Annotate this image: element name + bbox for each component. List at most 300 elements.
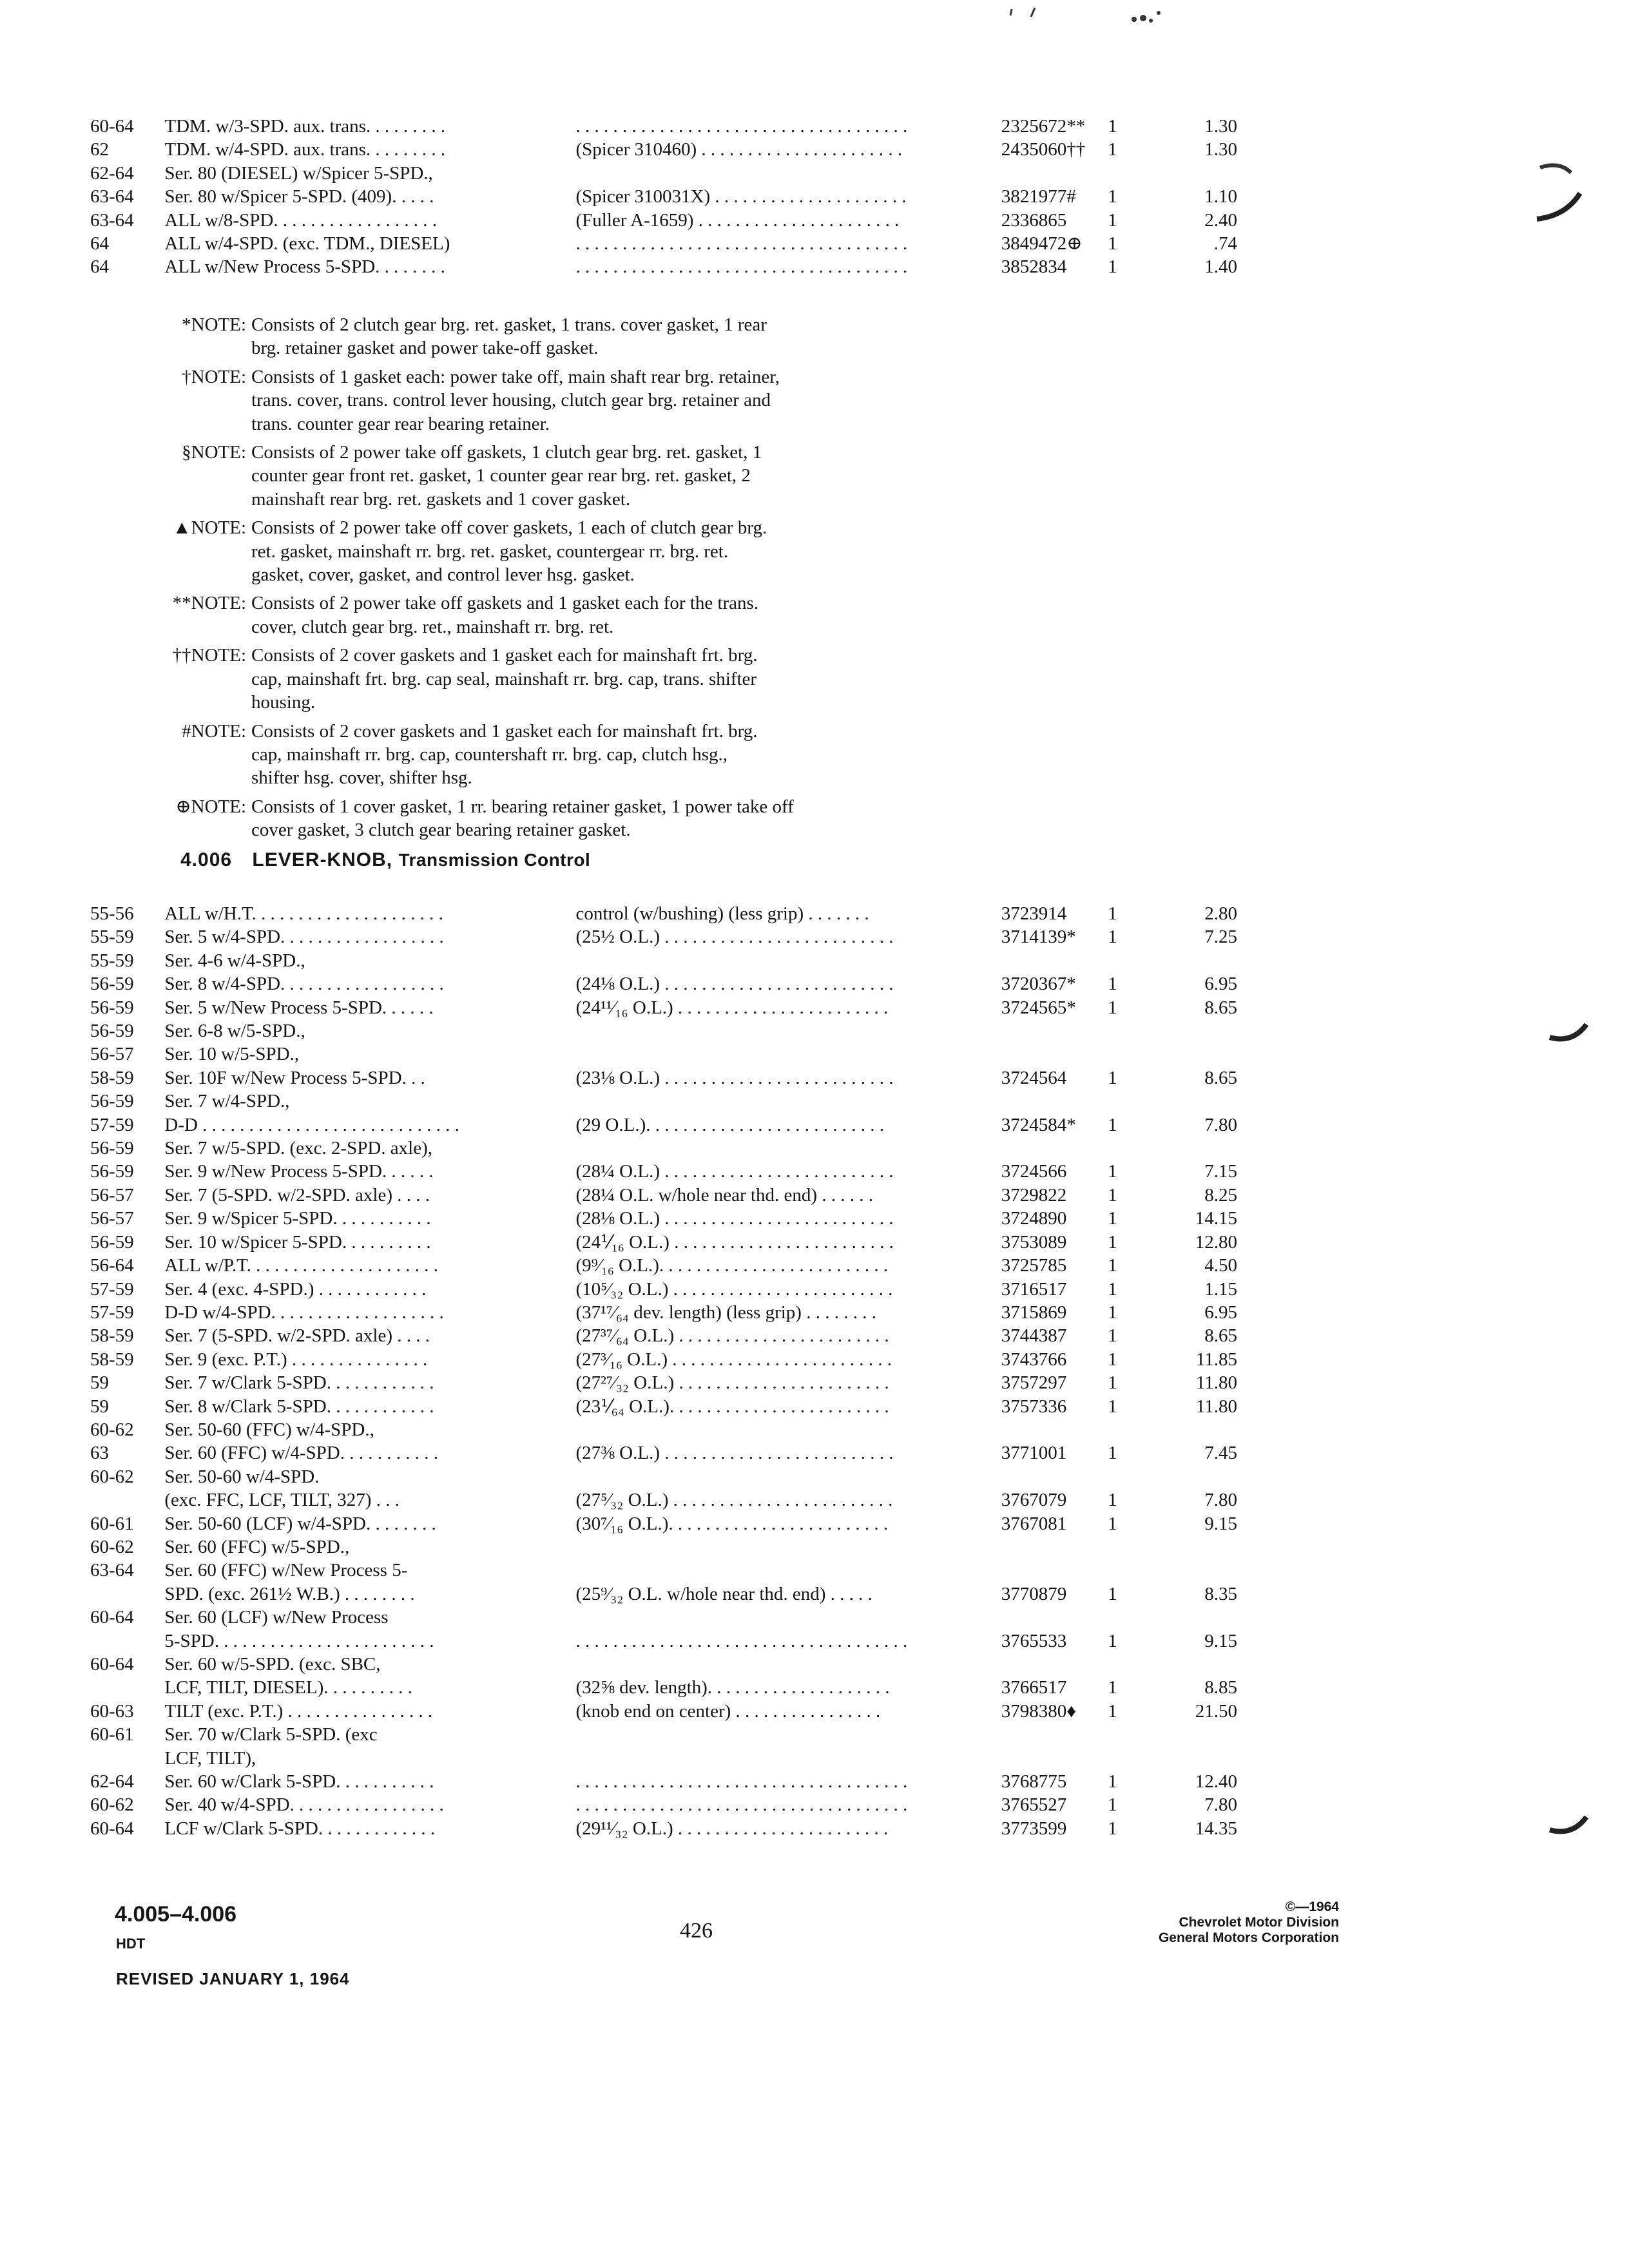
footnote (148, 591, 1050, 639)
part-number-cell: 3767081 (1001, 1513, 1067, 1534)
years-cell: 63-64 (90, 1560, 134, 1581)
table-row (90, 1465, 1237, 1488)
description-cell (576, 1465, 996, 1488)
table-row (90, 1254, 1237, 1277)
description-cell: (9⁹⁄₁₆ O.L.). . . . . . . . . . . . . . . . . . . . . . . . . (575, 1255, 889, 1276)
price-cell (1146, 1747, 1237, 1770)
part-number-cell (996, 1043, 1108, 1066)
quantity-cell: 1 (1108, 209, 1117, 231)
footnote (148, 795, 1050, 842)
quantity-cell: 1 (1108, 1161, 1117, 1182)
years-cell: 56-57 (90, 1184, 134, 1206)
part-number-cell: 3852834 (1001, 256, 1067, 278)
part-number-cell (996, 1418, 1108, 1441)
model-cell: ALL w/8-SPD. . . . . . . . . . . . . . . . . . (164, 209, 438, 231)
description-cell: (29¹¹⁄₃₂ O.L.) . . . . . . . . . . . . . . . . . . . . . . . (575, 1818, 889, 1839)
model-cell: Ser. 50-60 (LCF) w/4-SPD. . . . . . . . (164, 1513, 436, 1534)
part-number-cell: 3724565* (1001, 997, 1076, 1018)
description-cell: (27²⁷⁄₃₂ O.L.) . . . . . . . . . . . . . . . . . . . . . . . (575, 1372, 889, 1394)
price-cell: 1.10 (1204, 186, 1237, 207)
description-cell: (Spicer 310460) . . . . . . . . . . . . . . . . . . . . . . (575, 139, 903, 160)
lever-knob-table (90, 902, 1237, 1840)
part-number-cell: 3724890 (1001, 1208, 1067, 1229)
division-name: Chevrolet Motor Division (1179, 1915, 1339, 1930)
price-cell: 8.65 (1204, 1325, 1237, 1347)
years-cell: 60-62 (90, 1794, 134, 1816)
price-cell (1146, 1137, 1237, 1160)
footnote-text: Consists of 2 cover gaskets and 1 gasket each for mainshaft frt. brg. cap, mainshaft frt. brg. cap seal, mainshaft rr. brg. cap, trans. shifter housing. (251, 645, 758, 713)
price-cell: 12.80 (1195, 1231, 1237, 1253)
model-cell: Ser. 4-6 w/4-SPD., (164, 950, 305, 971)
quantity-cell (1108, 1535, 1146, 1559)
quantity-cell: 1 (1108, 927, 1117, 948)
table-row (90, 1582, 1237, 1606)
quantity-cell (1108, 1043, 1146, 1066)
description-cell: (24⅛ O.L.) . . . . . . . . . . . . . . . . . . . . . . . . . (575, 974, 894, 995)
description-cell (576, 1418, 996, 1441)
price-cell: 8.25 (1204, 1184, 1237, 1206)
footnote-label: #NOTE: (182, 720, 246, 742)
table-row (90, 1019, 1237, 1043)
table-row (90, 1606, 1237, 1629)
table-row (90, 1066, 1237, 1090)
part-number-cell: 3757297 (1001, 1372, 1067, 1394)
model-cell: Ser. 60 (FFC) w/5-SPD., (164, 1536, 350, 1557)
price-cell: 8.35 (1204, 1583, 1237, 1604)
years-cell: 63-64 (90, 186, 134, 207)
model-cell: ALL w/P.T. . . . . . . . . . . . . . . . . . . . . (164, 1255, 438, 1276)
description-cell: (29 O.L.). . . . . . . . . . . . . . . . . . . . . . . . . . (575, 1114, 884, 1135)
part-number-cell: 3768775 (1001, 1771, 1067, 1792)
description-cell (576, 1043, 996, 1066)
price-cell: 11.80 (1195, 1396, 1237, 1417)
table-row (90, 1324, 1237, 1347)
model-cell: Ser. 7 (5-SPD. w/2-SPD. axle) . . . . (164, 1325, 430, 1347)
footnote-text: Consists of 1 gasket each: power take off, main shaft rear brg. retainer, trans. cover, trans. control lever housing, clutch gear brg. retainer and trans. counter gear rear bearing retainer. (251, 366, 780, 434)
model-cell: Ser. 60 w/Clark 5-SPD. . . . . . . . . . . (164, 1771, 434, 1792)
part-number-cell: 3766517 (1001, 1677, 1067, 1698)
copyright: ©—1964 (1285, 1899, 1339, 1914)
description-cell (576, 1653, 996, 1676)
quantity-cell: 1 (1108, 116, 1117, 137)
footnote (148, 313, 1050, 360)
years-cell: 57-59 (90, 1302, 134, 1323)
description-cell: (32⅝ dev. length). . . . . . . . . . . . . . . . . . . . (575, 1677, 890, 1698)
price-cell: 7.25 (1204, 927, 1237, 948)
quantity-cell: 1 (1108, 1396, 1117, 1417)
table-row (90, 1723, 1237, 1746)
gasket-kit-table (90, 115, 1237, 279)
model-cell: Ser. 8 w/4-SPD. . . . . . . . . . . . . . . . . . (164, 974, 444, 995)
quantity-cell: 1 (1108, 1208, 1117, 1229)
price-cell: 9.15 (1204, 1513, 1237, 1534)
table-row (90, 1348, 1237, 1371)
price-cell: 6.95 (1204, 974, 1237, 995)
years-cell: 56-59 (90, 1138, 134, 1159)
quantity-cell: 1 (1108, 997, 1117, 1018)
section-title: LEVER-KNOB, (252, 849, 393, 870)
description-cell: (25½ O.L.) . . . . . . . . . . . . . . . . . . . . . . . . . (575, 927, 894, 948)
table-row (90, 1113, 1237, 1137)
section-heading (180, 849, 590, 871)
years-cell: 55-59 (90, 950, 134, 971)
price-cell: 1.30 (1204, 139, 1237, 160)
scan-artifact-mark (1005, 4, 1050, 23)
table-row (90, 1512, 1237, 1535)
part-number-cell: 3767079 (1001, 1490, 1067, 1511)
table-row (90, 1090, 1237, 1113)
table-row (90, 115, 1237, 138)
years-cell: 62-64 (90, 1771, 134, 1792)
price-cell (1146, 1043, 1237, 1066)
table-row (90, 1770, 1237, 1793)
years-cell: 64 (90, 256, 109, 278)
part-number-cell: 3744387 (1001, 1325, 1067, 1347)
price-cell: 1.40 (1204, 256, 1237, 278)
quantity-cell: 1 (1108, 186, 1117, 207)
years-cell: 62 (90, 139, 109, 160)
footnote-text: Consists of 2 clutch gear brg. ret. gasket, 1 trans. cover gasket, 1 rear brg. retainer gasket and power take-off gasket. (251, 314, 767, 359)
description-cell (576, 1535, 996, 1559)
price-cell: .74 (1213, 233, 1237, 255)
quantity-cell: 1 (1108, 233, 1117, 255)
model-cell: ALL w/H.T. . . . . . . . . . . . . . . . . . . . . (164, 903, 443, 924)
model-cell: Ser. 60 (FFC) w/4-SPD. . . . . . . . . . . (164, 1443, 438, 1464)
description-cell: (25⁹⁄₃₂ O.L. w/hole near thd. end) . . . . . (575, 1583, 872, 1604)
years-cell: 56-57 (90, 1044, 134, 1065)
part-number-cell (996, 1090, 1108, 1113)
quantity-cell: 1 (1108, 1700, 1117, 1722)
scan-artifact-mark (1547, 1018, 1592, 1050)
price-cell: 11.80 (1195, 1372, 1237, 1394)
description-cell (576, 162, 996, 185)
model-cell: 5-SPD. . . . . . . . . . . . . . . . . . . . . . . . (164, 1630, 434, 1651)
years-cell: 56-59 (90, 1021, 134, 1042)
model-cell: Ser. 60 w/5-SPD. (exc. SBC, (164, 1654, 381, 1675)
part-number-cell: 3714139* (1001, 927, 1076, 948)
model-cell: LCF w/Clark 5-SPD. . . . . . . . . . . . . (164, 1818, 436, 1839)
years-cell: 60-64 (90, 1818, 134, 1839)
quantity-cell: 1 (1108, 1255, 1117, 1276)
price-cell: 2.40 (1204, 209, 1237, 231)
years-cell: 58-59 (90, 1067, 134, 1088)
footnote-label: **NOTE: (172, 593, 246, 614)
years-cell: 63 (90, 1443, 109, 1464)
part-number-cell (996, 162, 1108, 185)
years-cell: 58-59 (90, 1349, 134, 1370)
quantity-cell (1108, 1606, 1146, 1629)
model-cell: Ser. 80 (DIESEL) w/Spicer 5-SPD., (164, 162, 433, 184)
years-cell: 60-64 (90, 1654, 134, 1675)
years-cell: 60-62 (90, 1419, 134, 1440)
model-cell: D-D . . . . . . . . . . . . . . . . . . . . . . . . . . . . (164, 1114, 459, 1135)
model-cell: Ser. 7 w/Clark 5-SPD. . . . . . . . . . . . (164, 1372, 434, 1394)
quantity-cell: 1 (1108, 1349, 1117, 1370)
quantity-cell: 1 (1108, 1067, 1117, 1088)
part-number-cell: 3765527 (1001, 1794, 1067, 1816)
description-cell: (30⁷⁄₁₆ O.L.). . . . . . . . . . . . . . . . . . . . . . . . (575, 1513, 889, 1534)
years-cell (90, 1747, 164, 1770)
part-number-cell: 3715869 (1001, 1302, 1067, 1323)
years-cell: 60-61 (90, 1724, 134, 1745)
table-row (90, 1371, 1237, 1394)
years-cell: 59 (90, 1372, 109, 1394)
model-cell: Ser. 10 w/Spicer 5-SPD. . . . . . . . . . (164, 1231, 431, 1253)
footnote-text: Consists of 2 cover gaskets and 1 gasket each for mainshaft frt. brg. cap, mainshaft rr. brg. cap, countershaft rr. brg. cap, clutch hsg., shifter hsg. cover, shifter hsg. (251, 720, 758, 789)
table-row (90, 1043, 1237, 1066)
footnote-text: Consists of 2 power take off cover gaskets, 1 each of clutch gear brg. ret. gasket, mainshaft rr. brg. ret. gasket, countergear rr. brg. ret. gasket, cover, gasket, and control lever hsg. gasket. (251, 517, 767, 586)
table-row (90, 1747, 1237, 1770)
model-cell: ALL w/4-SPD. (exc. TDM., DIESEL) (164, 233, 450, 255)
years-cell: 57-59 (90, 1114, 134, 1135)
description-cell: (28⅛ O.L.) . . . . . . . . . . . . . . . . . . . . . . . . . (575, 1208, 894, 1229)
footnote (148, 441, 1050, 511)
quantity-cell (1108, 1559, 1146, 1582)
table-row (90, 138, 1237, 161)
price-cell: 6.95 (1204, 1302, 1237, 1323)
price-cell: 7.15 (1204, 1161, 1237, 1182)
quantity-cell: 1 (1108, 1630, 1117, 1651)
description-cell: . . . . . . . . . . . . . . . . . . . . . . . . . . . . . . . . . . . . (575, 1630, 908, 1651)
years-cell: 63-64 (90, 209, 134, 231)
quantity-cell: 1 (1108, 1771, 1117, 1792)
footnote (148, 516, 1050, 586)
part-number-cell (996, 949, 1108, 972)
scan-artifact-mark (1534, 155, 1585, 226)
footnote-label: ▲NOTE: (172, 517, 246, 539)
part-number-cell (996, 1535, 1108, 1559)
description-cell: (knob end on center) . . . . . . . . . . . . . . . . (575, 1700, 881, 1722)
table-row (90, 1301, 1237, 1324)
quantity-cell: 1 (1108, 1278, 1117, 1300)
model-cell: Ser. 6-8 w/5-SPD., (164, 1021, 305, 1042)
price-cell (1146, 1019, 1237, 1043)
table-row (90, 1418, 1237, 1441)
part-number-cell: 2435060†† (1001, 139, 1086, 160)
price-cell: 4.50 (1204, 1255, 1237, 1276)
quantity-cell: 1 (1108, 1184, 1117, 1206)
table-row (90, 1559, 1237, 1582)
price-cell: 21.50 (1195, 1700, 1237, 1722)
table-row (90, 1535, 1237, 1559)
footnote-label: *NOTE: (182, 314, 246, 335)
model-cell: Ser. 5 w/New Process 5-SPD. . . . . . (164, 997, 434, 1018)
model-cell: Ser. 9 (exc. P.T.) . . . . . . . . . . . . . . . (164, 1349, 428, 1370)
description-cell: (10⁵⁄₃₂ O.L.) . . . . . . . . . . . . . . . . . . . . . . . . (575, 1278, 893, 1300)
quantity-cell: 1 (1108, 903, 1117, 924)
quantity-cell (1108, 1465, 1146, 1488)
price-cell: 2.80 (1204, 903, 1237, 924)
quantity-cell: 1 (1108, 1677, 1117, 1698)
description-cell: (23⅟₆₄ O.L.). . . . . . . . . . . . . . . . . . . . . . . . (575, 1396, 889, 1417)
model-cell: Ser. 80 w/Spicer 5-SPD. (409). . . . . (164, 186, 434, 207)
years-cell: 56-57 (90, 1208, 134, 1229)
model-cell: LCF, TILT), (164, 1747, 256, 1769)
description-cell (576, 1090, 996, 1113)
part-number-cell: 2336865 (1001, 209, 1067, 231)
part-number-cell: 3743766 (1001, 1349, 1067, 1370)
model-cell: Ser. 10F w/New Process 5-SPD. . . (164, 1067, 425, 1088)
quantity-cell: 1 (1108, 1794, 1117, 1816)
price-cell: 8.65 (1204, 997, 1237, 1018)
footer-publisher (1159, 1899, 1339, 1946)
quantity-cell (1108, 1723, 1146, 1746)
table-row (90, 1488, 1237, 1512)
model-cell: Ser. 7 w/4-SPD., (164, 1091, 290, 1112)
model-cell: Ser. 70 w/Clark 5-SPD. (exc (164, 1724, 378, 1745)
part-number-cell (996, 1606, 1108, 1629)
description-cell: (24¹¹⁄₁₆ O.L.) . . . . . . . . . . . . . . . . . . . . . . . (575, 997, 889, 1018)
model-cell: Ser. 9 w/New Process 5-SPD. . . . . . (164, 1161, 434, 1182)
price-cell (1146, 949, 1237, 972)
quantity-cell: 1 (1108, 1372, 1117, 1394)
description-cell (576, 1606, 996, 1629)
years-cell: 56-64 (90, 1255, 134, 1276)
quantity-cell (1108, 1418, 1146, 1441)
table-row (90, 1395, 1237, 1418)
price-cell (1146, 1535, 1237, 1559)
price-cell: 12.40 (1195, 1771, 1237, 1792)
part-number-cell (996, 1137, 1108, 1160)
years-cell: 56-59 (90, 1091, 134, 1112)
quantity-cell (1108, 1747, 1146, 1770)
quantity-cell: 1 (1108, 1114, 1117, 1135)
quantity-cell: 1 (1108, 1490, 1117, 1511)
section-subtitle: Transmission Control (398, 850, 591, 870)
description-cell: (23⅛ O.L.) . . . . . . . . . . . . . . . . . . . . . . . . . (575, 1067, 894, 1088)
footnote-label: ††NOTE: (172, 645, 246, 666)
description-cell: (27³⁷⁄₆₄ O.L.) . . . . . . . . . . . . . . . . . . . . . . . (575, 1325, 889, 1347)
part-number-cell: 3821977# (1001, 186, 1076, 207)
part-number-cell (996, 1747, 1108, 1770)
description-cell: . . . . . . . . . . . . . . . . . . . . . . . . . . . . . . . . . . . . (575, 233, 908, 255)
corporation-name: General Motors Corporation (1158, 1930, 1339, 1945)
table-row (90, 209, 1237, 232)
description-cell: (Fuller A-1659) . . . . . . . . . . . . . . . . . . . . . . (575, 209, 900, 231)
footnote (148, 644, 1050, 714)
footnote-text: Consists of 1 cover gasket, 1 rr. bearing retainer gasket, 1 power take off cover gasket, 3 clutch gear bearing retainer gasket. (251, 796, 794, 841)
price-cell (1146, 162, 1237, 185)
quantity-cell (1108, 1137, 1146, 1160)
part-number-cell (996, 1465, 1108, 1488)
part-number-cell: 3716517 (1001, 1278, 1067, 1300)
price-cell: 7.45 (1204, 1443, 1237, 1464)
part-number-cell: 3765533 (1001, 1630, 1067, 1651)
quantity-cell (1108, 1653, 1146, 1676)
price-cell: 8.85 (1204, 1677, 1237, 1698)
description-cell: (28¼ O.L. w/hole near thd. end) . . . . . . (575, 1184, 873, 1206)
price-cell (1146, 1606, 1237, 1629)
model-cell: Ser. 8 w/Clark 5-SPD. . . . . . . . . . . . (164, 1396, 434, 1417)
part-number-cell: 3798380♦ (1001, 1700, 1077, 1722)
part-number-cell (996, 1019, 1108, 1043)
quantity-cell: 1 (1108, 1325, 1117, 1347)
part-number-cell: 3771001 (1001, 1443, 1067, 1464)
years-cell: 56-59 (90, 1161, 134, 1182)
table-row (90, 1676, 1237, 1699)
section-number: 4.006 (180, 849, 233, 870)
description-cell: (28¼ O.L.) . . . . . . . . . . . . . . . . . . . . . . . . . (575, 1161, 894, 1182)
table-row (90, 232, 1237, 255)
quantity-cell: 1 (1108, 1302, 1117, 1323)
description-cell (576, 1747, 996, 1770)
part-number-cell: 3724564 (1001, 1067, 1067, 1088)
description-cell: (27⁵⁄₃₂ O.L.) . . . . . . . . . . . . . . . . . . . . . . . . (575, 1490, 893, 1511)
years-cell: 55-59 (90, 927, 134, 948)
years-cell: 56-59 (90, 974, 134, 995)
quantity-cell: 1 (1108, 1583, 1117, 1604)
table-row (90, 1184, 1237, 1207)
price-cell (1146, 1559, 1237, 1582)
footnote-text: Consists of 2 power take off gaskets, 1 clutch gear brg. ret. gasket, 1 counter gear front ret. gasket, 1 counter gear rear brg. ret. gasket, 2 mainshaft rear brg. ret. gaskets and 1 cover gasket. (251, 442, 762, 510)
years-cell (90, 1676, 164, 1699)
price-cell: 7.80 (1204, 1794, 1237, 1816)
quantity-cell: 1 (1108, 974, 1117, 995)
footnote (148, 365, 1050, 436)
model-cell: LCF, TILT, DIESEL). . . . . . . . . . (164, 1677, 412, 1698)
table-row (90, 1160, 1237, 1183)
years-cell (90, 1629, 164, 1653)
table-row (90, 185, 1237, 208)
footnotes (148, 313, 1050, 847)
table-row (90, 925, 1237, 948)
table-row (90, 1793, 1237, 1816)
description-cell: (27⅜ O.L.) . . . . . . . . . . . . . . . . . . . . . . . . . (575, 1443, 894, 1464)
model-cell: TDM. w/4-SPD. aux. trans. . . . . . . . . (164, 139, 446, 160)
price-cell: 14.35 (1195, 1818, 1237, 1839)
model-cell: Ser. 7 (5-SPD. w/2-SPD. axle) . . . . (164, 1184, 430, 1206)
part-number-cell: 3729822 (1001, 1184, 1067, 1206)
years-cell: 56-59 (90, 1231, 134, 1253)
part-number-cell: 3725785 (1001, 1255, 1067, 1276)
table-row (90, 1441, 1237, 1465)
footer-tag: HDT (116, 1936, 146, 1952)
table-row (90, 1653, 1237, 1676)
model-cell: SPD. (exc. 261½ W.B.) . . . . . . . . (164, 1583, 415, 1604)
price-cell: 1.30 (1204, 116, 1237, 137)
part-number-cell: 3723914 (1001, 903, 1067, 924)
model-cell: Ser. 40 w/4-SPD. . . . . . . . . . . . . . . . . (164, 1794, 444, 1816)
table-row (90, 162, 1237, 185)
scan-artifact-mark (1547, 1811, 1592, 1843)
price-cell (1146, 1090, 1237, 1113)
description-cell: . . . . . . . . . . . . . . . . . . . . . . . . . . . . . . . . . . . . (575, 116, 908, 137)
description-cell (576, 949, 996, 972)
model-cell: Ser. 4 (exc. 4-SPD.) . . . . . . . . . . . . (164, 1278, 427, 1300)
years-cell: 55-56 (90, 903, 134, 924)
quantity-cell: 1 (1108, 1231, 1117, 1253)
years-cell: 57-59 (90, 1278, 134, 1300)
price-cell: 11.85 (1195, 1349, 1237, 1370)
footer-section-range: 4.005–4.006 (115, 1902, 237, 1927)
description-cell: . . . . . . . . . . . . . . . . . . . . . . . . . . . . . . . . . . . . (575, 1771, 908, 1792)
model-cell: TILT (exc. P.T.) . . . . . . . . . . . . . . . . (164, 1700, 433, 1722)
model-cell: ALL w/New Process 5-SPD. . . . . . . . (164, 256, 445, 278)
table-row (90, 255, 1237, 278)
footnote-text: Consists of 2 power take off gaskets and 1 gasket each for the trans. cover, clutch gear brg. ret., mainshaft rr. brg. ret. (251, 593, 759, 637)
price-cell: 14.15 (1195, 1208, 1237, 1229)
scan-artifact-mark (1121, 4, 1186, 30)
model-cell: D-D w/4-SPD. . . . . . . . . . . . . . . . . . . (164, 1302, 444, 1323)
footer-revised-date: REVISED JANUARY 1, 1964 (116, 1969, 350, 1988)
quantity-cell (1108, 1090, 1146, 1113)
model-cell: (exc. FFC, LCF, TILT, 327) . . . (164, 1490, 400, 1511)
description-cell: (37¹⁷⁄₆₄ dev. length) (less grip) . . . . . . . . (575, 1302, 876, 1323)
table-row (90, 996, 1237, 1019)
years-cell (90, 1582, 164, 1606)
model-cell: Ser. 50-60 (FFC) w/4-SPD., (164, 1419, 374, 1440)
years-cell: 60-62 (90, 1466, 134, 1487)
